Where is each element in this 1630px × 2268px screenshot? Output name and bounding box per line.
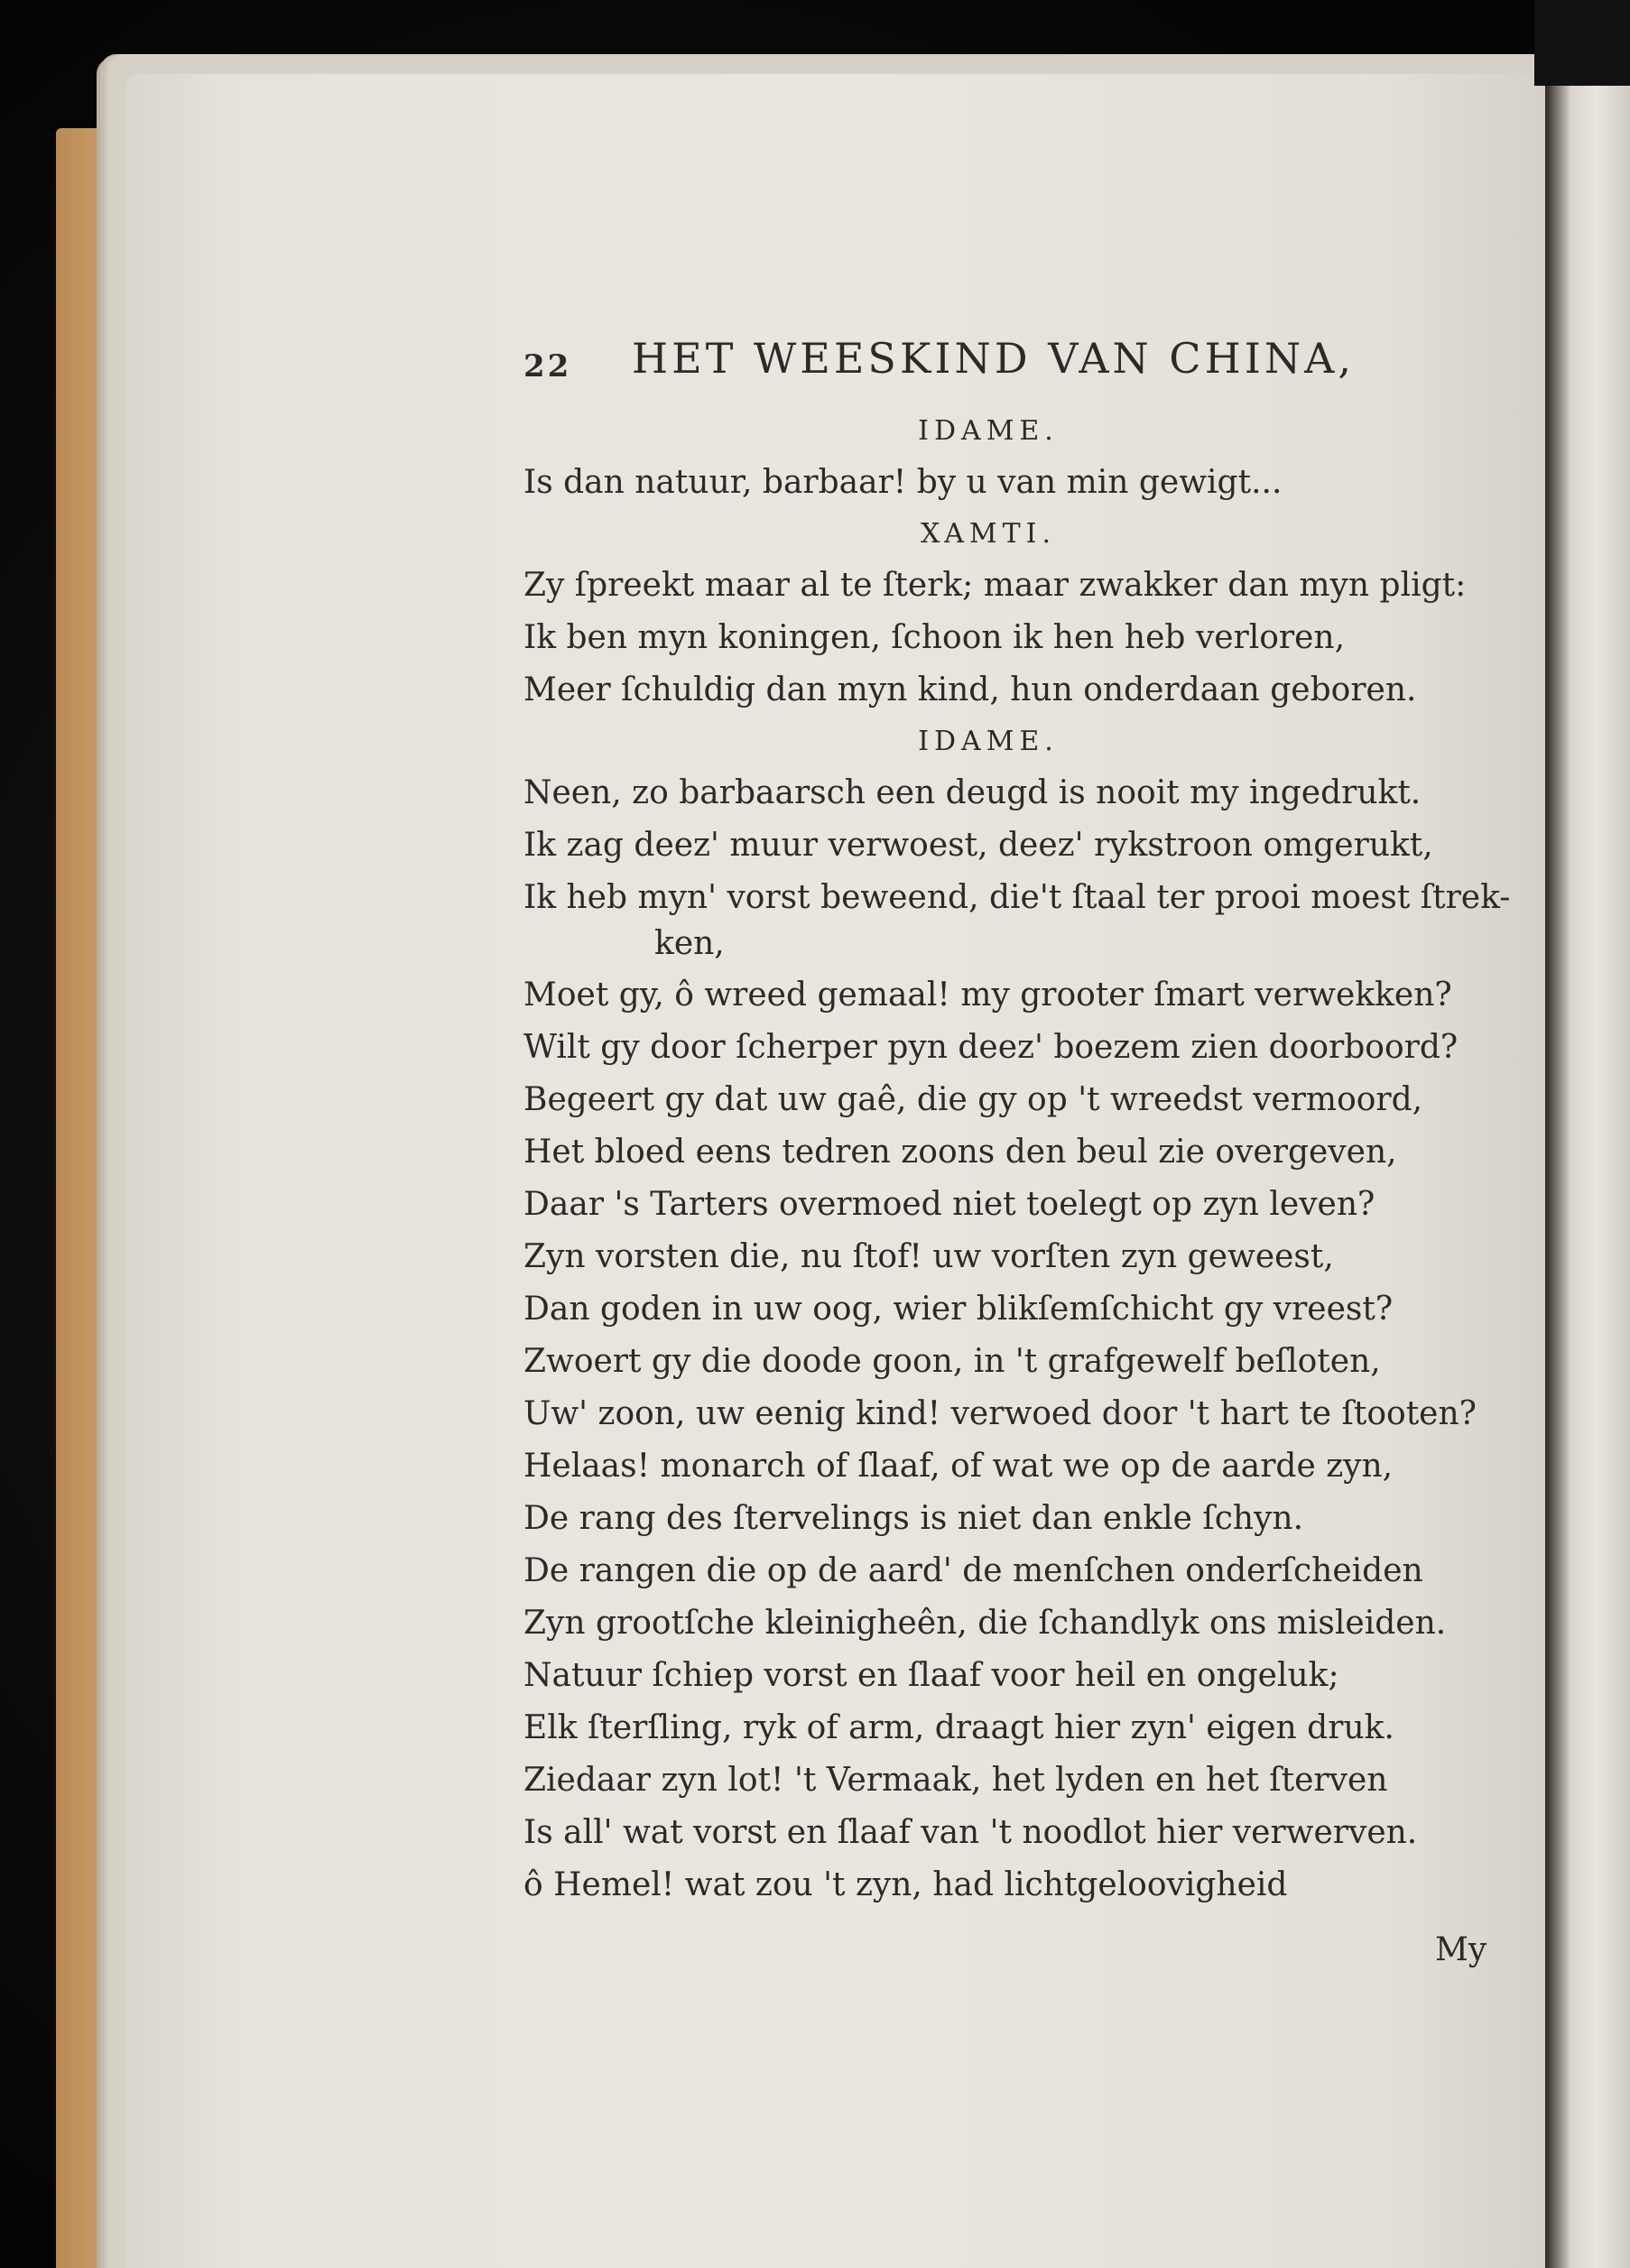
verse-line: Neen, zo barbaarsch een deugd is nooit my ingedrukt.	[523, 774, 1422, 811]
speaker-label: IDAME.	[918, 726, 1059, 757]
verse-line: Is dan natuur, barbaar! by u van min gewigt...	[523, 464, 1283, 501]
facing-page-edge	[1545, 81, 1630, 2268]
dark-corner	[1534, 0, 1630, 86]
verse-line: De rangen die op de aard' de menſchen onderſcheiden	[523, 1552, 1423, 1589]
verse-continuation: ken,	[654, 925, 725, 962]
speaker-label: XAMTI.	[920, 518, 1057, 550]
verse-line: Ik heb myn' vorst beweend, die't ſtaal ter prooi moest ſtrek-	[523, 879, 1511, 916]
verse-line: Moet gy, ô wreed gemaal! my grooter ſmart verwekken?	[523, 977, 1452, 1014]
verse-line: Meer ſchuldig dan myn kind, hun onderdaan geboren.	[523, 671, 1417, 708]
verse-line: Daar 's Tarters overmoed niet toelegt op zyn leven?	[523, 1186, 1375, 1223]
verse-line: Het bloed eens tedren zoons den beul zie overgeven,	[523, 1134, 1397, 1171]
verse-line: Is all' wat vorst en ſlaaf van 't noodlot hier verwerven.	[523, 1814, 1418, 1851]
verse-line: Wilt gy door ſcherper pyn deez' boezem zien doorboord?	[523, 1029, 1459, 1066]
page-text	[523, 334, 1511, 1912]
verse-line: Ik ben myn koningen, ſchoon ik hen heb verloren,	[523, 619, 1346, 656]
verse-line: Helaas! monarch of ſlaaf, of wat we op de aarde zyn,	[523, 1448, 1394, 1485]
verse-line: Begeert gy dat uw gaê, die gy op 't wreedst vermoord,	[523, 1081, 1423, 1118]
catchword: My	[1435, 1931, 1487, 1968]
running-head	[523, 334, 1507, 406]
verse-line: Natuur ſchiep vorst en ſlaaf voor heil en ongeluk;	[523, 1657, 1339, 1694]
running-title: HET WEESKIND VAN CHINA,	[632, 334, 1356, 383]
verse-line: Ziedaar zyn lot! 't Vermaak, het lyden en het ſterven	[523, 1762, 1388, 1799]
verse-line: Dan goden in uw oog, wier blikſemſchicht gy vreest?	[523, 1291, 1394, 1328]
verse-line: Zyn grootſche kleinigheên, die ſchandlyk ons misleiden.	[523, 1605, 1447, 1642]
verse-line: ô Hemel! wat zou 't zyn, had lichtgeloovigheid	[523, 1866, 1288, 1903]
verse-line: Ik zag deez' muur verwoest, deez' rykstroon omgerukt,	[523, 827, 1433, 864]
verse-line: Zy ſpreekt maar al te ſterk; maar zwakker dan myn pligt:	[523, 567, 1467, 604]
page-number: 22	[523, 348, 572, 384]
speaker-label: IDAME.	[918, 415, 1059, 447]
verse-line: Zwoert gy die doode goon, in 't grafgewelf beſloten,	[523, 1343, 1381, 1380]
verse-line: De rang des ſtervelings is niet dan enkle ſchyn.	[523, 1500, 1304, 1537]
verse-line: Elk ſterſling, ryk of arm, draagt hier zyn' eigen druk.	[523, 1709, 1394, 1746]
verse-line: Zyn vorsten die, nu ſtof! uw vorſten zyn geweest,	[523, 1238, 1334, 1275]
verse-line: Uw' zoon, uw eenig kind! verwoed door 't hart te ſtooten?	[523, 1395, 1477, 1432]
